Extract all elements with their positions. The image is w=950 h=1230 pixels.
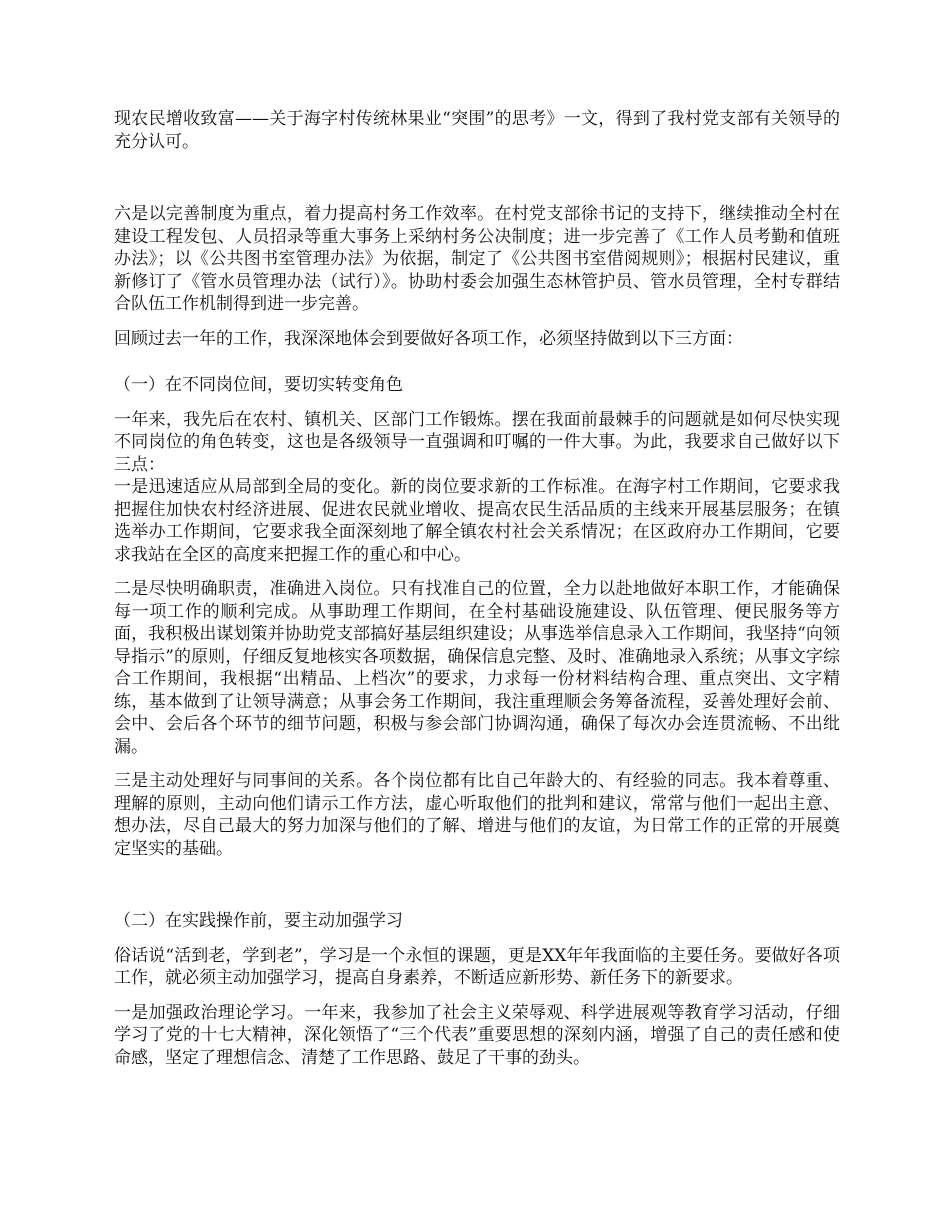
paragraph-item-six: 六是以完善制度为重点，着力提高村务工作效率。在村党支部徐书记的支持下，继续推动全村在建设工程发包、人员招录等重大事务上采纳村务公决制度；进一步完善了《工作人员考勤和值班办法》；以《公共图书室管理办法》为依据，制定了《公共图书室借阅规则》；根据村民建议，重新修订了《管水员管理办法（试行）》。协助村委会加强生态林管护员、管水员管理，全村专群结合队伍工作机制得到进一步完善。 [114, 204, 840, 314]
paragraph-role-change: 一年来，我先后在农村、镇机关、区部门工作锻炼。摆在我面前最棘手的问题就是如何尽快实现不同岗位的角色转变，这也是各级领导一直强调和叮嘱的一件大事。为此，我要求自己做好以下三点： [114, 409, 840, 475]
paragraph-learning: 俗话说“活到老，学到老”，学习是一个永恒的课题，更是XX年年我面临的主要任务。要做好各项工作，就必须主动加强学习，提高自身素养，不断适应新形势、新任务下的新要求。 [114, 945, 840, 988]
paragraph-intro-continuation: 现农民增收致富——关于海字村传统林果业“突围”的思考》一文，得到了我村党支部有关领导的充分认可。 [114, 109, 840, 152]
paragraph-political-study: 一是加强政治理论学习。一年来，我参加了社会主义荣辱观、科学进展观等教育学习活动，仔细学习了党的十七大精神，深化领悟了“三个代表”重要思想的深刻内涵，增强了自己的责任感和使命感，坚定了理想信念、清楚了工作思路、鼓足了干事的劲头。 [114, 1002, 840, 1068]
paragraph-point-2: 二是尽快明确职责，准确进入岗位。只有找准自己的位置，全力以赴地做好本职工作，才能确保每一项工作的顺利完成。从事助理工作期间，在全村基础设施建设、队伍管理、便民服务等方面，我积极出谋划策并协助党支部搞好基层组织建设；从事选举信息录入工作期间，我坚持“向领导指示”的原则，仔细反复地核实各项数据，确保信息完整、及时、准确地录入系统；从事文字综合工作期间，我根据“出精品、上档次”的要求，力求每一份材料结构合理、重点突出、文字精练，基本做到了让领导满意；从事会务工作期间，我注重理顺会务筹备流程，妥善处理好会前、会中、会后各个环节的细节问题，积极与参会部门协调沟通，确保了每次办会连贯流畅、不出纰漏。 [114, 579, 840, 757]
paragraph-review: 回顾过去一年的工作，我深深地体会到要做好各项工作，必须坚持做到以下三方面： [114, 328, 743, 349]
section-heading-1: （一）在不同岗位间，要切实转变角色 [114, 375, 403, 395]
paragraph-point-3: 三是主动处理好与同事间的关系。各个岗位都有比自己年龄大的、有经验的同志。我本着尊重、理解的原则，主动向他们请示工作方法，虚心听取他们的批判和建议，常常与他们一起出主意、想办法，尽自己最大的努力加深与他们的了解、增进与他们的友谊，为日常工作的正常的开展奠定坚实的基础。 [114, 771, 840, 859]
document-page [114, 108, 840, 1069]
section-heading-2: （二）在实践操作前，要主动加强学习 [114, 911, 403, 931]
paragraph-point-1: 一是迅速适应从局部到全局的变化。新的岗位要求新的工作标准。在海字村工作期间，它要求我把握住加快农村经济进展、促进农民就业增收、提高农民生活品质的主线来开展基层服务；在镇选举办工作期间，它要求我全面深刻地了解全镇农村社会关系情况；在区政府办工作期间，它要求我站在全区的高度来把握工作的重心和中心。 [114, 477, 840, 565]
